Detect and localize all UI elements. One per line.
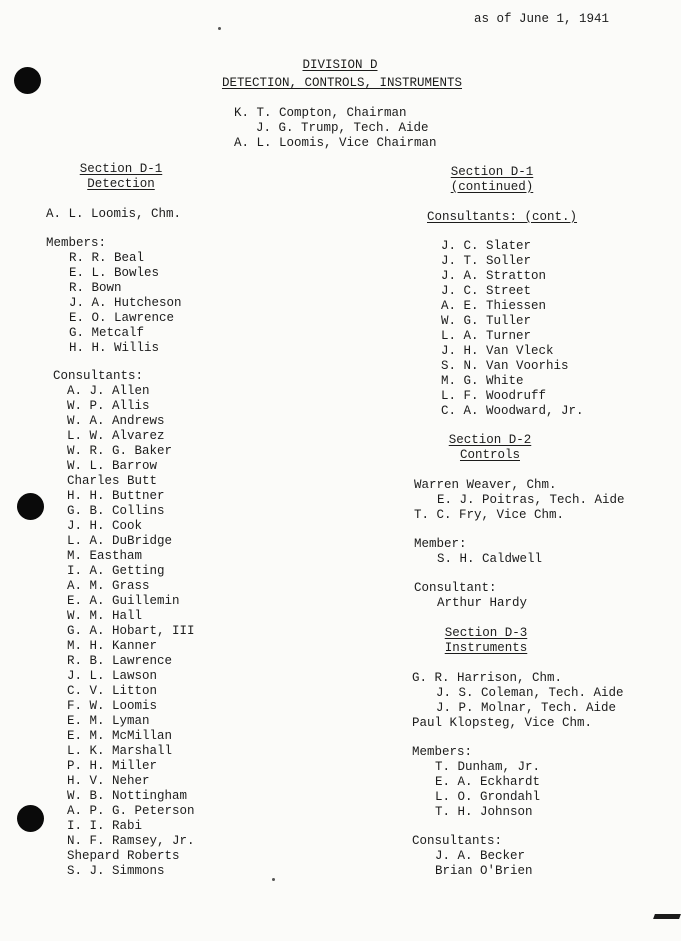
section-d2-vice-chairman: T. C. Fry, Vice Chm. xyxy=(414,508,565,522)
consultant-item: S. J. Simmons xyxy=(67,864,165,878)
consultant-item: C. V. Litton xyxy=(67,684,158,698)
punch-hole-top xyxy=(14,67,41,94)
specks xyxy=(272,878,275,881)
consultant-item: F. W. Loomis xyxy=(67,699,158,713)
member-item: L. O. Grondahl xyxy=(435,790,541,804)
consultant-item: J. A. Stratton xyxy=(441,269,547,283)
section-d3-subheading: Instruments xyxy=(444,641,528,655)
consultant-item: I. I. Rabi xyxy=(67,819,143,833)
section-d1-members-label: Members: xyxy=(46,236,107,250)
consultant-item: W. P. Allis xyxy=(67,399,150,413)
consultant-item: M. H. Kanner xyxy=(67,639,158,653)
consultant-item: G. B. Collins xyxy=(67,504,165,518)
consultant-item: G. A. Hobart, III xyxy=(67,624,195,638)
consultant-item: L. F. Woodruff xyxy=(441,389,547,403)
section-d2-heading: Section D-2 xyxy=(448,433,532,447)
consultant-item: N. F. Ramsey, Jr. xyxy=(67,834,195,848)
punch-hole-bottom xyxy=(17,805,44,832)
consultant-item: W. R. G. Baker xyxy=(67,444,173,458)
section-d1-cont-consultants-label: Consultants: (cont.) xyxy=(427,210,578,224)
consultant-item: L. A. Turner xyxy=(441,329,532,343)
member-item: R. Bown xyxy=(69,281,122,295)
tech-aide-item: J. S. Coleman, Tech. Aide xyxy=(436,686,624,700)
consultant-item: J. H. Van Vleck xyxy=(441,344,554,358)
consultant-item: L. K. Marshall xyxy=(67,744,173,758)
member-item: E. O. Lawrence xyxy=(69,311,175,325)
section-d2-subheading: Controls xyxy=(459,448,520,462)
consultant-item: A. J. Allen xyxy=(67,384,150,398)
consultant-item: W. M. Hall xyxy=(67,609,143,623)
consultant-item: W. B. Nottingham xyxy=(67,789,188,803)
member-item: T. Dunham, Jr. xyxy=(435,760,541,774)
division-vice-chairman: A. L. Loomis, Vice Chairman xyxy=(234,136,437,150)
division-chairman: K. T. Compton, Chairman xyxy=(234,106,407,120)
section-d1-cont-subheading: (continued) xyxy=(450,180,534,194)
punch-hole-middle xyxy=(17,493,44,520)
tech-aide-item: J. P. Molnar, Tech. Aide xyxy=(436,701,617,715)
section-d1-cont-consultants-list xyxy=(441,239,584,419)
division-subtitle: DETECTION, CONTROLS, INSTRUMENTS xyxy=(221,76,463,90)
section-d3-consultants-list xyxy=(435,849,533,879)
section-d2-consultant: Arthur Hardy xyxy=(437,596,528,610)
consultant-item: S. N. Van Voorhis xyxy=(441,359,569,373)
consultant-item: Charles Butt xyxy=(67,474,158,488)
section-d1-consultants-label: Consultants: xyxy=(53,369,144,383)
consultant-item: A. E. Thiessen xyxy=(441,299,547,313)
member-item: H. H. Willis xyxy=(69,341,160,355)
consultant-item: C. A. Woodward, Jr. xyxy=(441,404,584,418)
division-tech-aide: J. G. Trump, Tech. Aide xyxy=(256,121,429,135)
consultant-item: L. W. Alvarez xyxy=(67,429,165,443)
consultant-item: M. G. White xyxy=(441,374,524,388)
member-item: E. L. Bowles xyxy=(69,266,160,280)
section-d1-heading: Section D-1 xyxy=(79,162,163,176)
section-d1-cont-heading: Section D-1 xyxy=(450,165,534,179)
consultant-item: J. C. Slater xyxy=(441,239,532,253)
member-item: R. R. Beal xyxy=(69,251,145,265)
member-item: T. H. Johnson xyxy=(435,805,533,819)
consultant-item: W. A. Andrews xyxy=(67,414,165,428)
consultant-item: E. M. McMillan xyxy=(67,729,173,743)
consultant-item: J. T. Soller xyxy=(441,254,532,268)
section-d3-chairman: G. R. Harrison, Chm. xyxy=(412,671,563,685)
division-title: DIVISION D xyxy=(302,58,378,72)
consultant-item: J. L. Lawson xyxy=(67,669,158,683)
consultant-item: L. A. DuBridge xyxy=(67,534,173,548)
consultant-item: Shepard Roberts xyxy=(67,849,180,863)
section-d3-tech-aides xyxy=(436,686,624,716)
consultant-item: A. M. Grass xyxy=(67,579,150,593)
section-d1-subheading: Detection xyxy=(87,177,155,191)
consultant-item: H. H. Buttner xyxy=(67,489,165,503)
consultant-item: I. A. Getting xyxy=(67,564,165,578)
consultant-item: E. M. Lyman xyxy=(67,714,150,728)
consultant-item: M. Eastham xyxy=(67,549,143,563)
section-d2-consultant-label: Consultant: xyxy=(414,581,497,595)
section-d3-consultants-label: Consultants: xyxy=(412,834,503,848)
consultant-item: P. H. Miller xyxy=(67,759,158,773)
section-d3-members-label: Members: xyxy=(412,745,473,759)
consultant-item: J. A. Becker xyxy=(435,849,526,863)
section-d2-member-label: Member: xyxy=(414,537,467,551)
consultant-item: R. B. Lawrence xyxy=(67,654,173,668)
consultant-item: W. L. Barrow xyxy=(67,459,158,473)
section-d2-member: S. H. Caldwell xyxy=(437,552,543,566)
consultant-item: H. V. Neher xyxy=(67,774,150,788)
member-item: G. Metcalf xyxy=(69,326,145,340)
consultant-item: J. H. Cook xyxy=(67,519,143,533)
section-d3-members-list xyxy=(435,760,540,820)
consultant-item: A. P. G. Peterson xyxy=(67,804,195,818)
section-d1-consultants-list xyxy=(67,384,195,879)
member-item: E. A. Eckhardt xyxy=(435,775,541,789)
section-d3-vice-chairman: Paul Klopsteg, Vice Chm. xyxy=(412,716,593,730)
specks xyxy=(218,27,221,30)
section-d2-chairman: Warren Weaver, Chm. xyxy=(414,478,557,492)
consultant-item: J. C. Street xyxy=(441,284,532,298)
consultant-item: E. A. Guillemin xyxy=(67,594,180,608)
scan-smudge xyxy=(653,914,681,919)
consultant-item: W. G. Tuller xyxy=(441,314,532,328)
section-d3-heading: Section D-3 xyxy=(444,626,528,640)
section-d1-chairman: A. L. Loomis, Chm. xyxy=(46,207,182,221)
date-stamp: as of June 1, 1941 xyxy=(474,12,610,26)
member-item: J. A. Hutcheson xyxy=(69,296,182,310)
section-d2-tech-aide: E. J. Poitras, Tech. Aide xyxy=(437,493,625,507)
consultant-item: Brian O'Brien xyxy=(435,864,533,878)
section-d1-members-list xyxy=(69,251,182,356)
